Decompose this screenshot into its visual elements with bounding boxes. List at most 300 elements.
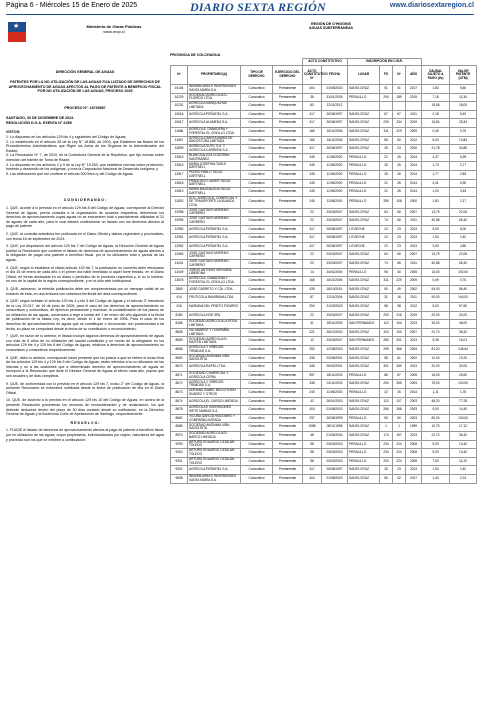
- table-cell: 48,00: [450, 320, 477, 329]
- table-cell: Permanente: [273, 251, 303, 260]
- table-row: [171, 380, 477, 389]
- table-cell: SANTA CRUZ: [348, 466, 380, 475]
- direction-title: DIRECCIÓN GENERAL DE AGUAS: [55, 70, 115, 74]
- table-cell: Permanente: [273, 242, 303, 251]
- table-cell: 4,80: [450, 242, 477, 251]
- table-cell: 40,88: [422, 260, 450, 269]
- table-row: [171, 196, 477, 208]
- table-cell: 12959: [171, 217, 188, 226]
- table-cell: Permanente: [273, 110, 303, 119]
- table-cell: 22: [380, 188, 393, 197]
- table-cell: MARÍA MAGDALENA TAGLE DARTNELL: [188, 188, 241, 197]
- table-cell: Consuntivo: [241, 371, 273, 380]
- table-cell: 8670: [171, 363, 188, 372]
- table-cell: 294: [380, 380, 393, 389]
- table-cell: Permanente: [273, 440, 303, 449]
- table-cell: Consuntivo: [241, 337, 273, 346]
- table-cell: 12/11/2012: [322, 102, 348, 111]
- table-cell: Permanente: [273, 188, 303, 197]
- table-cell: Permanente: [273, 474, 303, 483]
- table-cell: 266: [380, 406, 393, 415]
- table-cell: Permanente: [273, 414, 303, 423]
- considerando-item: 2. QUE, la consulta antedicha fue publicada en el Diario Oficial y diarios regionales y provinciales, con fecha 16 de septiembre de 2024.: [6, 231, 164, 241]
- table-cell: 366: [393, 346, 406, 355]
- considerando-title: C O N S I D E R A N D O :: [63, 198, 107, 202]
- table-cell: Permanente: [273, 363, 303, 372]
- table-cell: 5,00: [422, 225, 450, 234]
- table-cell: 22: [380, 388, 393, 397]
- table-cell: 85: [380, 136, 393, 145]
- table-cell: 108: [393, 196, 406, 208]
- table-cell: 12818: [171, 179, 188, 188]
- table-cell: 2003: [406, 397, 422, 406]
- table-cell: SANTA CRUZ: [348, 431, 380, 440]
- table-cell: 166: [303, 136, 322, 145]
- table-cell: 50: [380, 414, 393, 423]
- table-cell: 12: [303, 337, 322, 346]
- table-cell: SANTA CRUZ: [348, 311, 380, 320]
- table-cell: 245: [303, 170, 322, 179]
- table-cell: 8671: [171, 371, 188, 380]
- table-cell: 65,40: [450, 260, 477, 269]
- table-cell: JOSÉ GUSTAVO MORENO CARREÑO: [188, 260, 241, 269]
- table-cell: 66: [393, 217, 406, 226]
- table-cell: JOSÉ GUSTAVO MORENO CARREÑO: [188, 208, 241, 217]
- table-cell: 32,00: [450, 363, 477, 372]
- table-cell: 2008: [406, 449, 422, 458]
- table-cell: Permanente: [273, 466, 303, 475]
- table-cell: [380, 102, 393, 111]
- table-cell: 26: [393, 179, 406, 188]
- table-row: [171, 242, 477, 251]
- table-cell: AGRÍCOLA NANQUILHUE LIMITADA: [188, 102, 241, 111]
- table-row: [171, 188, 477, 197]
- table-cell: SANTA CRUZ: [348, 397, 380, 406]
- table-cell: 4,31: [422, 179, 450, 188]
- table-cell: 9299: [171, 440, 188, 449]
- table-cell: 58: [303, 457, 322, 466]
- table-cell: 48,20: [422, 397, 450, 406]
- table-cell: 2004: [406, 346, 422, 355]
- table-row: [171, 328, 477, 337]
- table-cell: 22: [303, 217, 322, 226]
- table-cell: 3,00: [422, 242, 450, 251]
- table-cell: Consuntivo: [241, 242, 273, 251]
- table-cell: Permanente: [273, 268, 303, 277]
- table-cell: Consuntivo: [241, 303, 273, 312]
- table-cell: 1: [393, 423, 406, 432]
- table-cell: 26: [393, 162, 406, 171]
- table-cell: Permanente: [273, 136, 303, 145]
- table-cell: Consuntivo: [241, 440, 273, 449]
- table-cell: 01/08/2003: [322, 474, 348, 483]
- table-cell: 67: [380, 110, 393, 119]
- table-cell: PEDRO PABLO TAGLE DARTNELL: [188, 170, 241, 179]
- table-cell: LITUECHE: [348, 225, 380, 234]
- resolution-date: SANTIAGO, 30 DE DICIEMBRE DE 2024.: [6, 116, 75, 120]
- table-cell: Consuntivo: [241, 363, 273, 372]
- table-row: [171, 303, 477, 312]
- table-cell: Permanente: [273, 179, 303, 188]
- table-cell: [348, 102, 380, 111]
- table-cell: 192,00: [450, 268, 477, 277]
- table-cell: PERALILLO: [348, 170, 380, 179]
- table-row: [171, 162, 477, 171]
- table-cell: SANTA CRUZ: [348, 328, 380, 337]
- table-row: [171, 431, 477, 440]
- table-cell: Consuntivo: [241, 188, 273, 197]
- table-cell: 16/11/2006: [322, 136, 348, 145]
- left-column: [6, 22, 164, 712]
- table-cell: Consuntivo: [241, 260, 273, 269]
- table-cell: 9302: [171, 466, 188, 475]
- table-cell: 1999: [406, 423, 422, 432]
- table-cell: Consuntivo: [241, 285, 273, 294]
- table-cell: 292: [380, 311, 393, 320]
- table-cell: Consuntivo: [241, 162, 273, 171]
- table-cell: 56: [380, 474, 393, 483]
- table-cell: Consuntivo: [241, 457, 273, 466]
- table-cell: 2002: [406, 285, 422, 294]
- table-cell: SANTA CRUZ: [348, 277, 380, 286]
- table-cell: PERALILLO: [348, 457, 380, 466]
- table-cell: 80,00: [422, 414, 450, 423]
- table-cell: 2005: [406, 371, 422, 380]
- table-cell: 22: [303, 251, 322, 260]
- table-cell: Consuntivo: [241, 380, 273, 389]
- table-cell: 2,17: [450, 196, 477, 208]
- table-cell: 2015: [406, 93, 422, 102]
- table-cell: AGRÍCOLA Y VIÑEDOS TRINIDAD S.A.: [188, 346, 241, 355]
- table-row: [171, 423, 477, 432]
- table-cell: Consuntivo: [241, 423, 273, 432]
- table-cell: 2008: [406, 440, 422, 449]
- table-cell: 22,70: [422, 328, 450, 337]
- table-cell: 75,00: [422, 380, 450, 389]
- table-cell: 9300: [171, 449, 188, 458]
- table-cell: 86,40: [450, 285, 477, 294]
- table-cell: 11666: [171, 127, 188, 136]
- table-cell: SANTA CRUZ: [348, 380, 380, 389]
- table-cell: 16/11/2006: [322, 127, 348, 136]
- table-cell: 2,24: [450, 474, 477, 483]
- table-cell: 11/06/2000: [322, 153, 348, 162]
- table-cell: 9,38: [422, 337, 450, 346]
- table-cell: SANTA CRUZ: [348, 423, 380, 432]
- table-row: [171, 277, 477, 286]
- table-cell: 2009: [406, 127, 422, 136]
- table-cell: 2007: [406, 251, 422, 260]
- table-cell: 26/08/1997: [322, 145, 348, 154]
- table-cell: Consuntivo: [241, 466, 273, 475]
- table-cell: 18/11/2003: [322, 371, 348, 380]
- table-cell: 74: [380, 260, 393, 269]
- table-cell: 1,11: [422, 388, 450, 397]
- table-row: [171, 474, 477, 483]
- table-cell: 40: [393, 268, 406, 277]
- table-cell: SANTA CRUZ: [348, 303, 380, 312]
- table-cell: 12816: [171, 162, 188, 171]
- table-cell: 417: [303, 234, 322, 243]
- table-cell: 166: [303, 277, 322, 286]
- table-cell: 216: [393, 311, 406, 320]
- table-cell: 265: [393, 380, 406, 389]
- table-cell: 2011: [406, 260, 422, 269]
- table-cell: INMOBILIARIA E INVERSIONES SANTA MARÍA S.A.: [188, 85, 241, 94]
- table-cell: SAN FERNANDO: [348, 320, 380, 329]
- table-cell: PERALILLO: [348, 153, 380, 162]
- table-cell: 12960: [171, 225, 188, 234]
- table-cell: 221: [303, 328, 322, 337]
- table-cell: 1,50: [422, 466, 450, 475]
- table-cell: 23/03/2007: [322, 260, 348, 269]
- table-cell: 1: [380, 423, 393, 432]
- proceso-number: PROCESO N°: 18735987: [64, 106, 106, 110]
- table-cell: SOCIEDAD ANÓNIMA VIÑA SANTA RITA: [188, 423, 241, 432]
- table-cell: 8678: [171, 406, 188, 415]
- table-cell: Permanente: [273, 217, 303, 226]
- table-row: [171, 102, 477, 111]
- table-cell: 103: [380, 328, 393, 337]
- table-cell: 2005: [406, 268, 422, 277]
- table-cell: 5,00: [422, 303, 450, 312]
- table-cell: 8672: [171, 380, 188, 389]
- table-cell: 10,70: [422, 423, 450, 432]
- table-cell: MARÍA JOSEFINA TAGLE DARTNELL: [188, 162, 241, 171]
- table-cell: SANTA CRUZ: [348, 346, 380, 355]
- table-cell: VIU MANENT Y COMPAÑÍA LIMITADA: [188, 328, 241, 337]
- table-cell: Permanente: [273, 457, 303, 466]
- page-label: Página 6 - Miércoles 15 de Enero de 2025: [6, 2, 138, 9]
- table-cell: 23: [393, 242, 406, 251]
- table-row: [171, 119, 477, 128]
- column-header: VALOR PATENTE (UTM): [450, 66, 477, 85]
- table-cell: 18,00: [450, 102, 477, 111]
- column-header: LUGAR: [348, 66, 380, 85]
- column-header: TIPO DE DERECHO: [241, 66, 273, 85]
- table-cell: 36,32: [450, 328, 477, 337]
- table-cell: 2002: [406, 354, 422, 363]
- table-cell: Permanente: [273, 406, 303, 415]
- table-row: [171, 363, 477, 372]
- table-cell: VICUÑA GARCÍA HUIDOBRO Y COMPAÑÍA LIMITADA: [188, 414, 241, 423]
- table-cell: 2017: [406, 474, 422, 483]
- table-cell: 16,00: [422, 371, 450, 380]
- table-cell: 417: [303, 225, 322, 234]
- table-cell: 289: [380, 196, 393, 208]
- table-cell: 4,37: [422, 153, 450, 162]
- table-cell: SANTA CRUZ: [348, 119, 380, 128]
- table-cell: 245: [303, 153, 322, 162]
- table-header: [171, 66, 477, 85]
- table-cell: 224: [393, 457, 406, 466]
- table-row: [171, 285, 477, 294]
- table-cell: Consuntivo: [241, 388, 273, 397]
- table-cell: 2865: [171, 285, 188, 294]
- table-cell: SOCIEDAD AGRÍCOLA LA ROSA LIMITADA: [188, 320, 241, 329]
- table-cell: 50: [393, 414, 406, 423]
- table-cell: 2014: [406, 188, 422, 197]
- government-logo: [8, 22, 26, 46]
- table-cell: 2013: [406, 225, 422, 234]
- vistos-list: [6, 135, 164, 176]
- table-cell: JOSÉ CARRETO Y CÍA. LTDA.: [188, 285, 241, 294]
- table-cell: Permanente: [273, 371, 303, 380]
- table-cell: 269: [393, 363, 406, 372]
- table-row: [171, 127, 477, 136]
- considerando-item: 9. QUE, de conformidad con lo previsto en el artículo 129 bis 7, inciso 2° del Código de Aguas, la presente Resolución se entenderá notificada desde la fecha de publicación de ella en el Diario Oficial.: [6, 381, 164, 395]
- table-cell: [406, 102, 422, 111]
- table-cell: LITUECHE: [348, 234, 380, 243]
- table-cell: 23: [393, 225, 406, 234]
- table-cell: Permanente: [273, 127, 303, 136]
- considerando-item: 10. QUE, de acuerdo a lo previsto en el artículo 129 bis 10 del Código de Aguas, en contra de la presente Resolución procederán los recursos de reconsideración y de reclamación, los que deberán deducirse dentro del plazo de 30 días contado desde su notificación, en la Dirección General de Aguas y la Ilustrísima Corte de Apelaciones de Santiago, respectivamente.: [6, 398, 164, 417]
- considerando-item: 8. QUE, dicho lo anterior, corresponde hacer presente que los plazos a que se refiere el inciso final de los artículos 129 bis 4 y 129 bis 5 del Código de Aguas, están referidos a la no utilización de las mismas y no a las ocasiones que a determinado derecho de aprovechamiento de aguas se incorporó a la Resolución que dicte el Director General de Aguas al efecto cada año, plazos que son anuales y de días completos.: [6, 355, 164, 378]
- table-cell: Consuntivo: [241, 93, 273, 102]
- table-cell: 113: [380, 320, 393, 329]
- table-cell: 2020: [406, 145, 422, 154]
- table-cell: 295: [380, 346, 393, 355]
- table-cell: Consuntivo: [241, 449, 273, 458]
- table-cell: 12809: [171, 145, 188, 154]
- table-cell: 234: [380, 449, 393, 458]
- table-cell: 14,40: [450, 449, 477, 458]
- table-cell: 14: [303, 268, 322, 277]
- table-cell: 2017: [406, 85, 422, 94]
- column-header: FECHA: [322, 66, 348, 85]
- table-cell: BLANCA ALICIA CODORNA SANTIBÁÑEZ: [188, 153, 241, 162]
- table-cell: 2014: [406, 153, 422, 162]
- table-cell: 245: [303, 196, 322, 208]
- table-row: [171, 311, 477, 320]
- table-cell: Permanente: [273, 303, 303, 312]
- table-cell: Consuntivo: [241, 234, 273, 243]
- table-cell: 9,00: [422, 440, 450, 449]
- table-cell: AGRÍCOLA PEÑAFIEL S.A.: [188, 242, 241, 251]
- table-cell: 6,00: [422, 136, 450, 145]
- table-row: [171, 179, 477, 188]
- table-cell: 1,20: [422, 188, 450, 197]
- table-cell: Consuntivo: [241, 414, 273, 423]
- table-cell: 1088: [303, 423, 322, 432]
- resolution-number: RESOLUCIÓN D.G.A. EXENTA N° 4155/: [6, 121, 73, 125]
- table-cell: 16/11/2006: [322, 277, 348, 286]
- table-cell: Permanente: [273, 153, 303, 162]
- table-cell: 21/03/2003: [322, 303, 348, 312]
- table-cell: 294: [380, 93, 393, 102]
- table-cell: SOCIEDAD ANÓNIMA VIÑA SANTA RITA: [188, 354, 241, 363]
- table-cell: 12963: [171, 251, 188, 260]
- table-cell: 57,60: [450, 303, 477, 312]
- table-row: [171, 397, 477, 406]
- table-cell: 31: [303, 320, 322, 329]
- table-cell: 11,20: [450, 457, 477, 466]
- table-cell: Consuntivo: [241, 217, 273, 226]
- table-cell: 12815: [171, 153, 188, 162]
- table-cell: SANTA CRUZ: [348, 136, 380, 145]
- inscripcion-group-header: INSCRIPCIÓN EN C.B.R.: [348, 59, 422, 66]
- table-cell: 11,34: [450, 93, 477, 102]
- table-row: [171, 294, 477, 303]
- table-cell: 15,01: [450, 337, 477, 346]
- table-cell: 67: [393, 110, 406, 119]
- table-cell: Consuntivo: [241, 406, 273, 415]
- table-row: [171, 136, 477, 145]
- table-cell: 2004: [406, 380, 422, 389]
- table-cell: 2007: [406, 208, 422, 217]
- table-cell: 2007: [406, 328, 422, 337]
- table-cell: 12817: [171, 170, 188, 179]
- table-cell: 12/08/2003: [322, 346, 348, 355]
- table-cell: 417: [303, 110, 322, 119]
- table-cell: 266: [393, 406, 406, 415]
- vistos-title: VISTOS:: [6, 130, 21, 134]
- table-cell: 297: [303, 414, 322, 423]
- table-cell: 36: [303, 93, 322, 102]
- table-cell: Consuntivo: [241, 431, 273, 440]
- table-cell: Permanente: [273, 225, 303, 234]
- table-cell: 404: [303, 474, 322, 483]
- table-row: [171, 346, 477, 355]
- table-cell: 25: [380, 162, 393, 171]
- table-cell: 22: [303, 208, 322, 217]
- table-cell: 08/11/1998: [322, 423, 348, 432]
- table-cell: 23/03/2007: [322, 311, 348, 320]
- table-cell: 11567: [171, 136, 188, 145]
- table-cell: 25,60: [450, 371, 477, 380]
- table-cell: PERALILLO: [348, 414, 380, 423]
- table-cell: ARTURO EDUARDO CATALÁN TOLEDO: [188, 440, 241, 449]
- table-cell: 2011: [406, 217, 422, 226]
- table-cell: Consuntivo: [241, 346, 273, 355]
- table-cell: 8673: [171, 388, 188, 397]
- table-cell: 14,40: [450, 406, 477, 415]
- table-cell: ARTURO EDUARDO CATALÁN TOLEDO: [188, 449, 241, 458]
- table-cell: 311: [380, 127, 393, 136]
- table-cell: PERALILLO: [348, 196, 380, 208]
- table-cell: 107: [393, 397, 406, 406]
- table-cell: 23: [380, 242, 393, 251]
- table-cell: 234: [380, 457, 393, 466]
- table-cell: 81,20: [422, 346, 450, 355]
- table-cell: 597: [303, 371, 322, 380]
- table-cell: 15,58: [422, 102, 450, 111]
- table-cell: 2003: [406, 406, 422, 415]
- table-cell: SOC. AGRÍCOLA, COMERCIAL Y DE TRANSPORTE LA BLANCA LTDA.: [188, 196, 241, 208]
- table-cell: 2014: [406, 162, 422, 171]
- table-cell: Permanente: [273, 170, 303, 179]
- table-cell: 96: [380, 268, 393, 277]
- table-cell: PERALILLO: [348, 449, 380, 458]
- table-cell: 32,00: [450, 311, 477, 320]
- region-subtitle: AGUAS SUBTERRÁNEAS: [309, 26, 353, 31]
- table-cell: 20,00: [422, 363, 450, 372]
- table-cell: 104: [393, 320, 406, 329]
- ministry-url[interactable]: www.mop.cl: [103, 29, 125, 34]
- table-cell: 58: [303, 449, 322, 458]
- table-cell: 2019: [406, 311, 422, 320]
- table-cell: 8180: [171, 311, 188, 320]
- considerando-list: [6, 206, 164, 442]
- table-cell: 02/08/2001: [322, 354, 348, 363]
- table-cell: 338: [303, 354, 322, 363]
- newspaper-url[interactable]: www.diariosextaregion.cl: [389, 2, 474, 9]
- table-row: [171, 457, 477, 466]
- table-cell: AGRÍCOLA ALAMEDA S.A.: [188, 119, 241, 128]
- table-cell: 239: [380, 119, 393, 128]
- table-cell: 64: [380, 251, 393, 260]
- table-cell: 8682: [171, 414, 188, 423]
